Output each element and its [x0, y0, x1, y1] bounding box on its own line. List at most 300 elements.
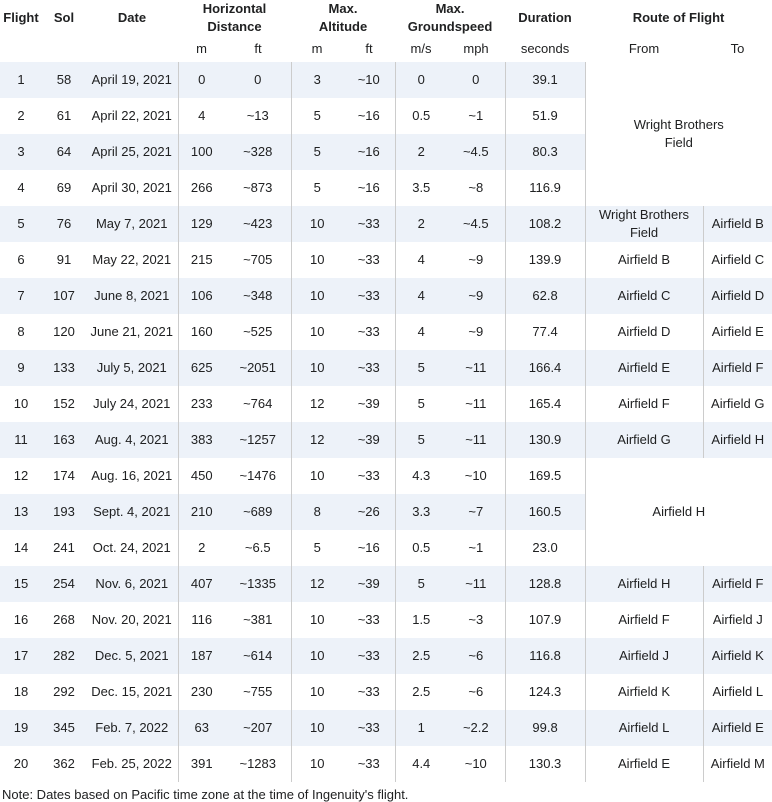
flight-row — [0, 566, 772, 602]
col-header-max-altitude — [291, 0, 395, 36]
route-to-label: Airfield C — [711, 252, 765, 268]
flight-row — [0, 458, 772, 494]
cell-duration: 130.3 — [505, 746, 585, 782]
cell-gs_ms: 1.5 — [395, 602, 447, 638]
cell-flight: 2 — [17, 108, 25, 124]
cell-route-from — [585, 710, 703, 746]
cell-ma_ft: ~33 — [357, 684, 380, 700]
cell-sol: 61 — [56, 108, 72, 124]
cell-hd_ft: ~1335 — [225, 566, 291, 602]
flight-row — [0, 278, 772, 314]
unit-blank-flight — [0, 36, 42, 62]
cell-date: Feb. 7, 2022 — [86, 710, 178, 746]
flight-row — [0, 710, 772, 746]
cell-date: Dec. 15, 2021 — [91, 684, 173, 700]
col-header-sol — [42, 0, 86, 36]
route-to-label: Airfield D — [711, 288, 765, 304]
col-header-duration-label: Duration — [518, 10, 572, 26]
cell-gs_mph: ~6 — [447, 638, 505, 674]
route-to-label: Airfield J — [712, 612, 763, 628]
route-from-label: Airfield J — [619, 648, 669, 664]
cell-duration: 116.9 — [505, 170, 585, 206]
route-from-label: Airfield E — [618, 360, 671, 376]
cell-duration: 80.3 — [505, 134, 585, 170]
cell-hd_m: 116 — [178, 602, 225, 638]
cell-hd_m: 4 — [178, 98, 225, 134]
cell-flight: 1 — [0, 62, 42, 98]
cell-hd_ft: ~705 — [243, 252, 273, 268]
cell-date: Sept. 4, 2021 — [86, 494, 178, 530]
cell-ma_m: 10 — [291, 602, 343, 638]
route-merged-label: Airfield H — [652, 504, 706, 520]
route-to-label: Airfield E — [711, 720, 764, 736]
cell-ma_ft: ~16 — [357, 180, 380, 196]
cell-gs_mph: ~2.2 — [447, 710, 505, 746]
cell-hd_ft: ~207 — [225, 710, 291, 746]
cell-duration: 139.9 — [505, 242, 585, 278]
cell-duration: 107.9 — [505, 602, 585, 638]
unit-route-from: From — [628, 41, 660, 57]
flight-row — [0, 350, 772, 386]
cell-route-to — [703, 638, 772, 674]
cell-gs_ms: 0.5 — [395, 98, 447, 134]
cell-ma_ft: ~33 — [357, 252, 380, 268]
cell-date: May 7, 2021 — [86, 206, 178, 242]
cell-gs_mph: ~11 — [447, 422, 505, 458]
cell-gs_mph: ~4.5 — [447, 134, 505, 170]
col-header-date — [86, 0, 178, 36]
cell-ma_ft: ~16 — [357, 108, 380, 124]
cell-sol: 193 — [42, 494, 86, 530]
cell-route-to — [703, 674, 772, 710]
cell-sol: 152 — [53, 396, 75, 412]
cell-route-merged — [585, 62, 772, 206]
route-to-label: Airfield B — [711, 216, 764, 232]
cell-route-to — [703, 242, 772, 278]
cell-flight: 11 — [0, 422, 42, 458]
cell-route-to — [703, 566, 772, 602]
cell-ma_ft: ~33 — [343, 350, 395, 386]
cell-sol: 120 — [53, 324, 75, 340]
cell-flight: 17 — [0, 638, 42, 674]
cell-route-from — [585, 242, 703, 278]
cell-gs_mph: ~6 — [468, 684, 484, 700]
cell-ma_m: 3 — [291, 62, 343, 98]
cell-sol: 174 — [53, 468, 75, 484]
cell-flight: 10 — [13, 396, 29, 412]
cell-date: April 22, 2021 — [91, 108, 172, 124]
unit-hd-ft: ft — [254, 41, 262, 57]
cell-date: July 24, 2021 — [93, 396, 171, 412]
cell-ma_m: 12 — [291, 422, 343, 458]
cell-hd_ft: ~2051 — [225, 350, 291, 386]
cell-flight: 9 — [0, 350, 42, 386]
route-from-label: Airfield F — [618, 396, 670, 412]
cell-date: Nov. 6, 2021 — [86, 566, 178, 602]
cell-ma_ft: ~10 — [343, 62, 395, 98]
cell-sol: 58 — [42, 62, 86, 98]
cell-hd_m: 625 — [178, 350, 225, 386]
cell-route-from — [585, 206, 703, 242]
cell-gs_ms: 4 — [395, 242, 447, 278]
cell-gs_ms: 2 — [395, 134, 447, 170]
cell-ma_m: 8 — [291, 494, 343, 530]
cell-flight: 16 — [13, 612, 29, 628]
route-merged-label: Wright Brothers Field — [633, 117, 724, 150]
cell-sol: 241 — [53, 540, 75, 556]
cell-hd_m: 383 — [178, 422, 225, 458]
cell-gs_ms: 2.5 — [395, 674, 447, 710]
cell-gs_mph: ~11 — [465, 396, 487, 412]
cell-hd_ft: ~1476 — [239, 468, 276, 484]
cell-ma_m: 10 — [291, 350, 343, 386]
cell-hd_ft: ~614 — [225, 638, 291, 674]
header-unit-row — [0, 36, 772, 62]
cell-ma_ft: ~33 — [343, 710, 395, 746]
flight-row — [0, 242, 772, 278]
cell-gs_mph: ~4.5 — [447, 206, 505, 242]
cell-duration: 77.4 — [505, 314, 585, 350]
unit-duration-seconds: seconds — [520, 41, 570, 57]
route-from-label: Airfield D — [617, 324, 671, 340]
cell-ma_m: 10 — [291, 278, 343, 314]
cell-ma_m: 10 — [291, 206, 343, 242]
cell-gs_ms: 5 — [395, 422, 447, 458]
cell-gs_ms: 3.5 — [395, 170, 447, 206]
cell-sol: 64 — [42, 134, 86, 170]
cell-route-from — [585, 638, 703, 674]
cell-sol: 91 — [56, 252, 72, 268]
cell-hd_m: 407 — [178, 566, 225, 602]
cell-hd_m: 2 — [178, 530, 225, 566]
cell-route-from — [585, 602, 703, 638]
cell-date: April 25, 2021 — [86, 134, 178, 170]
cell-hd_ft: ~755 — [243, 684, 273, 700]
cell-ma_ft: ~33 — [343, 278, 395, 314]
cell-ma_m: 10 — [291, 674, 343, 710]
cell-gs_mph: ~1 — [468, 108, 484, 124]
flight-row — [0, 422, 772, 458]
cell-hd_ft: ~1283 — [239, 756, 276, 772]
cell-flight: 8 — [17, 324, 25, 340]
flight-row — [0, 206, 772, 242]
cell-hd_m: 106 — [178, 278, 225, 314]
route-to-label: Airfield L — [712, 684, 764, 700]
cell-gs_mph: ~1 — [468, 540, 484, 556]
cell-duration: 128.8 — [505, 566, 585, 602]
cell-route-from — [585, 422, 703, 458]
cell-route-to — [703, 746, 772, 782]
route-from-label: Airfield K — [618, 684, 671, 700]
cell-date: Nov. 20, 2021 — [91, 612, 172, 628]
cell-route-from — [585, 350, 703, 386]
cell-flight: 5 — [0, 206, 42, 242]
cell-hd_m: 210 — [178, 494, 225, 530]
cell-ma_m: 12 — [291, 566, 343, 602]
cell-sol: 107 — [42, 278, 86, 314]
cell-ma_m: 5 — [291, 134, 343, 170]
cell-gs_ms: 3.3 — [395, 494, 447, 530]
cell-route-from — [585, 674, 703, 710]
cell-gs_mph: ~3 — [468, 612, 484, 628]
cell-hd_m: 450 — [178, 458, 225, 494]
cell-hd_m: 266 — [178, 170, 225, 206]
cell-hd_ft: ~689 — [225, 494, 291, 530]
cell-hd_ft: ~381 — [243, 612, 273, 628]
unit-blank-date — [86, 36, 178, 62]
cell-gs_ms: 1 — [395, 710, 447, 746]
cell-route-from — [585, 746, 703, 782]
unit-ma-m: m — [311, 41, 323, 57]
cell-hd_ft: ~423 — [225, 206, 291, 242]
route-from-label: Wright Brothers Field — [598, 207, 690, 240]
col-header-route — [585, 0, 772, 36]
cell-flight: 3 — [0, 134, 42, 170]
cell-gs_mph: ~9 — [468, 324, 484, 340]
route-from-label: Airfield B — [618, 252, 671, 268]
cell-ma_m: 10 — [291, 710, 343, 746]
cell-ma_m: 10 — [291, 314, 343, 350]
cell-duration: 160.5 — [505, 494, 585, 530]
cell-route-to — [703, 350, 772, 386]
cell-duration: 166.4 — [505, 350, 585, 386]
cell-hd_ft: ~764 — [243, 396, 273, 412]
cell-gs_ms: 5 — [395, 566, 447, 602]
cell-ma_ft: ~26 — [343, 494, 395, 530]
unit-hd-m: m — [196, 41, 207, 57]
cell-date: Feb. 25, 2022 — [91, 756, 172, 772]
cell-sol: 345 — [42, 710, 86, 746]
cell-sol: 76 — [42, 206, 86, 242]
cell-ma_ft: ~39 — [343, 422, 395, 458]
cell-duration: 23.0 — [505, 530, 585, 566]
cell-hd_m: 129 — [178, 206, 225, 242]
cell-duration: 169.5 — [505, 458, 585, 494]
route-to-label: Airfield K — [711, 648, 764, 664]
cell-ma_m: 10 — [291, 638, 343, 674]
cell-route-from — [585, 566, 703, 602]
cell-ma_ft: ~16 — [343, 134, 395, 170]
cell-sol: 292 — [53, 684, 75, 700]
cell-date: May 22, 2021 — [92, 252, 172, 268]
cell-gs_ms: 4.3 — [395, 458, 447, 494]
flight-row — [0, 386, 772, 422]
cell-gs_ms: 5 — [395, 386, 447, 422]
cell-hd_m: 187 — [178, 638, 225, 674]
cell-hd_m: 160 — [178, 314, 225, 350]
cell-gs_ms: 4 — [395, 278, 447, 314]
route-to-label: Airfield E — [711, 324, 764, 340]
cell-hd_ft: ~6.5 — [244, 540, 271, 556]
cell-ma_ft: ~33 — [357, 468, 380, 484]
cell-ma_m: 10 — [291, 242, 343, 278]
col-header-duration — [505, 0, 585, 36]
cell-gs_ms: 2 — [395, 206, 447, 242]
cell-gs_mph: ~8 — [468, 180, 484, 196]
cell-route-from — [585, 386, 703, 422]
col-header-horizontal-distance-label: Horizontal Distance — [202, 1, 267, 34]
cell-ma_m: 10 — [291, 458, 343, 494]
col-header-max-altitude-label: Max. Altitude — [318, 1, 368, 34]
cell-flight: 13 — [0, 494, 42, 530]
table-header — [0, 0, 772, 62]
cell-ma_ft: ~33 — [343, 206, 395, 242]
cell-date: April 30, 2021 — [91, 180, 172, 196]
cell-hd_ft: ~328 — [225, 134, 291, 170]
col-header-sol-label: Sol — [53, 10, 75, 26]
route-from-label: Airfield F — [618, 612, 670, 628]
cell-gs_mph: ~11 — [447, 350, 505, 386]
cell-gs_mph: 0 — [447, 62, 505, 98]
cell-route-to — [703, 710, 772, 746]
cell-duration: 62.8 — [505, 278, 585, 314]
cell-flight: 14 — [13, 540, 29, 556]
cell-ma_m: 12 — [291, 386, 343, 422]
route-to-label: Airfield F — [712, 576, 764, 592]
cell-sol: 268 — [53, 612, 75, 628]
cell-ma_m: 5 — [291, 170, 343, 206]
cell-duration: 165.4 — [505, 386, 585, 422]
cell-ma_ft: ~39 — [343, 566, 395, 602]
cell-ma_m: 5 — [291, 530, 343, 566]
cell-gs_ms: 2.5 — [395, 638, 447, 674]
cell-route-from — [585, 314, 703, 350]
cell-ma_ft: ~33 — [357, 324, 380, 340]
unit-blank-sol — [42, 36, 86, 62]
cell-route-merged — [585, 458, 772, 566]
table-body — [0, 62, 772, 782]
cell-ma_m: 10 — [291, 746, 343, 782]
col-header-max-groundspeed — [395, 0, 505, 36]
cell-duration: 108.2 — [505, 206, 585, 242]
route-from-label: Airfield H — [617, 576, 671, 592]
cell-gs_mph: ~7 — [447, 494, 505, 530]
flight-row — [0, 746, 772, 782]
cell-gs_ms: 4.4 — [395, 746, 447, 782]
cell-route-to — [703, 314, 772, 350]
cell-flight: 19 — [0, 710, 42, 746]
col-header-flight — [0, 0, 42, 36]
cell-duration: 130.9 — [505, 422, 585, 458]
cell-hd_m: 63 — [178, 710, 225, 746]
cell-sol: 69 — [56, 180, 72, 196]
cell-route-to — [703, 278, 772, 314]
cell-gs_ms: 0 — [395, 62, 447, 98]
cell-duration: 124.3 — [505, 674, 585, 710]
cell-hd_ft: ~13 — [246, 108, 269, 124]
cell-date: June 21, 2021 — [90, 324, 173, 340]
route-from-label: Airfield C — [617, 288, 671, 304]
route-to-label: Airfield H — [711, 432, 765, 448]
cell-route-to — [703, 602, 772, 638]
flight-row — [0, 674, 772, 710]
footnote: Note: Dates based on Pacific time zone at the time of Ingenuity's flight. — [2, 787, 409, 802]
flight-row — [0, 62, 772, 98]
col-header-horizontal-distance — [178, 0, 291, 36]
col-header-date-label: Date — [117, 10, 147, 26]
cell-route-to — [703, 206, 772, 242]
cell-ma_m: 5 — [291, 98, 343, 134]
cell-gs_mph: ~10 — [464, 756, 487, 772]
cell-hd_ft: ~348 — [225, 278, 291, 314]
cell-flight: 4 — [17, 180, 25, 196]
cell-hd_m: 215 — [178, 242, 225, 278]
flight-row — [0, 314, 772, 350]
cell-date: Dec. 5, 2021 — [86, 638, 178, 674]
cell-ma_ft: ~39 — [357, 396, 380, 412]
cell-ma_ft: ~33 — [357, 756, 380, 772]
cell-hd_m: 100 — [178, 134, 225, 170]
route-from-label: Airfield G — [617, 432, 671, 448]
cell-date: July 5, 2021 — [86, 350, 178, 386]
cell-flight: 18 — [13, 684, 29, 700]
cell-flight: 20 — [13, 756, 29, 772]
route-from-label: Airfield E — [618, 756, 671, 772]
cell-date: Aug. 16, 2021 — [91, 468, 173, 484]
cell-gs_ms: 5 — [395, 350, 447, 386]
cell-flight: 7 — [0, 278, 42, 314]
cell-sol: 282 — [42, 638, 86, 674]
cell-hd_ft: ~525 — [243, 324, 273, 340]
cell-route-to — [703, 422, 772, 458]
cell-ma_ft: ~16 — [357, 540, 380, 556]
cell-flight: 12 — [13, 468, 29, 484]
route-to-label: Airfield F — [712, 360, 764, 376]
cell-sol: 254 — [42, 566, 86, 602]
flight-row — [0, 638, 772, 674]
col-header-route-label: Route of Flight — [632, 10, 725, 26]
cell-duration: 99.8 — [505, 710, 585, 746]
cell-route-to — [703, 386, 772, 422]
cell-gs_ms: 4 — [395, 314, 447, 350]
cell-duration: 51.9 — [505, 98, 585, 134]
unit-route-to: To — [730, 41, 745, 57]
cell-hd_m: 391 — [178, 746, 225, 782]
cell-sol: 133 — [42, 350, 86, 386]
cell-sol: 362 — [53, 756, 75, 772]
cell-ma_ft: ~33 — [343, 638, 395, 674]
cell-hd_m: 0 — [178, 62, 225, 98]
cell-hd_m: 230 — [178, 674, 225, 710]
cell-date: Aug. 4, 2021 — [86, 422, 178, 458]
flight-row — [0, 602, 772, 638]
col-header-flight-label: Flight — [3, 10, 39, 26]
cell-gs_mph: ~9 — [468, 252, 484, 268]
header-group-row — [0, 0, 772, 36]
cell-sol: 163 — [42, 422, 86, 458]
cell-gs_mph: ~10 — [464, 468, 487, 484]
cell-duration: 39.1 — [505, 62, 585, 98]
cell-date: June 8, 2021 — [86, 278, 178, 314]
unit-gs-ms: m/s — [410, 41, 432, 57]
cell-gs_mph: ~11 — [447, 566, 505, 602]
cell-gs_ms: 0.5 — [395, 530, 447, 566]
unit-ma-ft: ft — [365, 41, 373, 57]
cell-flight: 15 — [0, 566, 42, 602]
cell-date: April 19, 2021 — [86, 62, 178, 98]
cell-ma_ft: ~33 — [357, 612, 380, 628]
route-from-label: Airfield L — [618, 720, 670, 736]
col-header-max-groundspeed-label: Max. Groundspeed — [407, 1, 493, 34]
cell-duration: 116.8 — [505, 638, 585, 674]
cell-hd_ft: ~1257 — [225, 422, 291, 458]
route-to-label: Airfield G — [711, 396, 765, 412]
cell-hd_ft: 0 — [225, 62, 291, 98]
cell-route-from — [585, 278, 703, 314]
cell-flight: 6 — [17, 252, 25, 268]
cell-date: Oct. 24, 2021 — [92, 540, 171, 556]
route-to-label: Airfield M — [710, 756, 765, 772]
